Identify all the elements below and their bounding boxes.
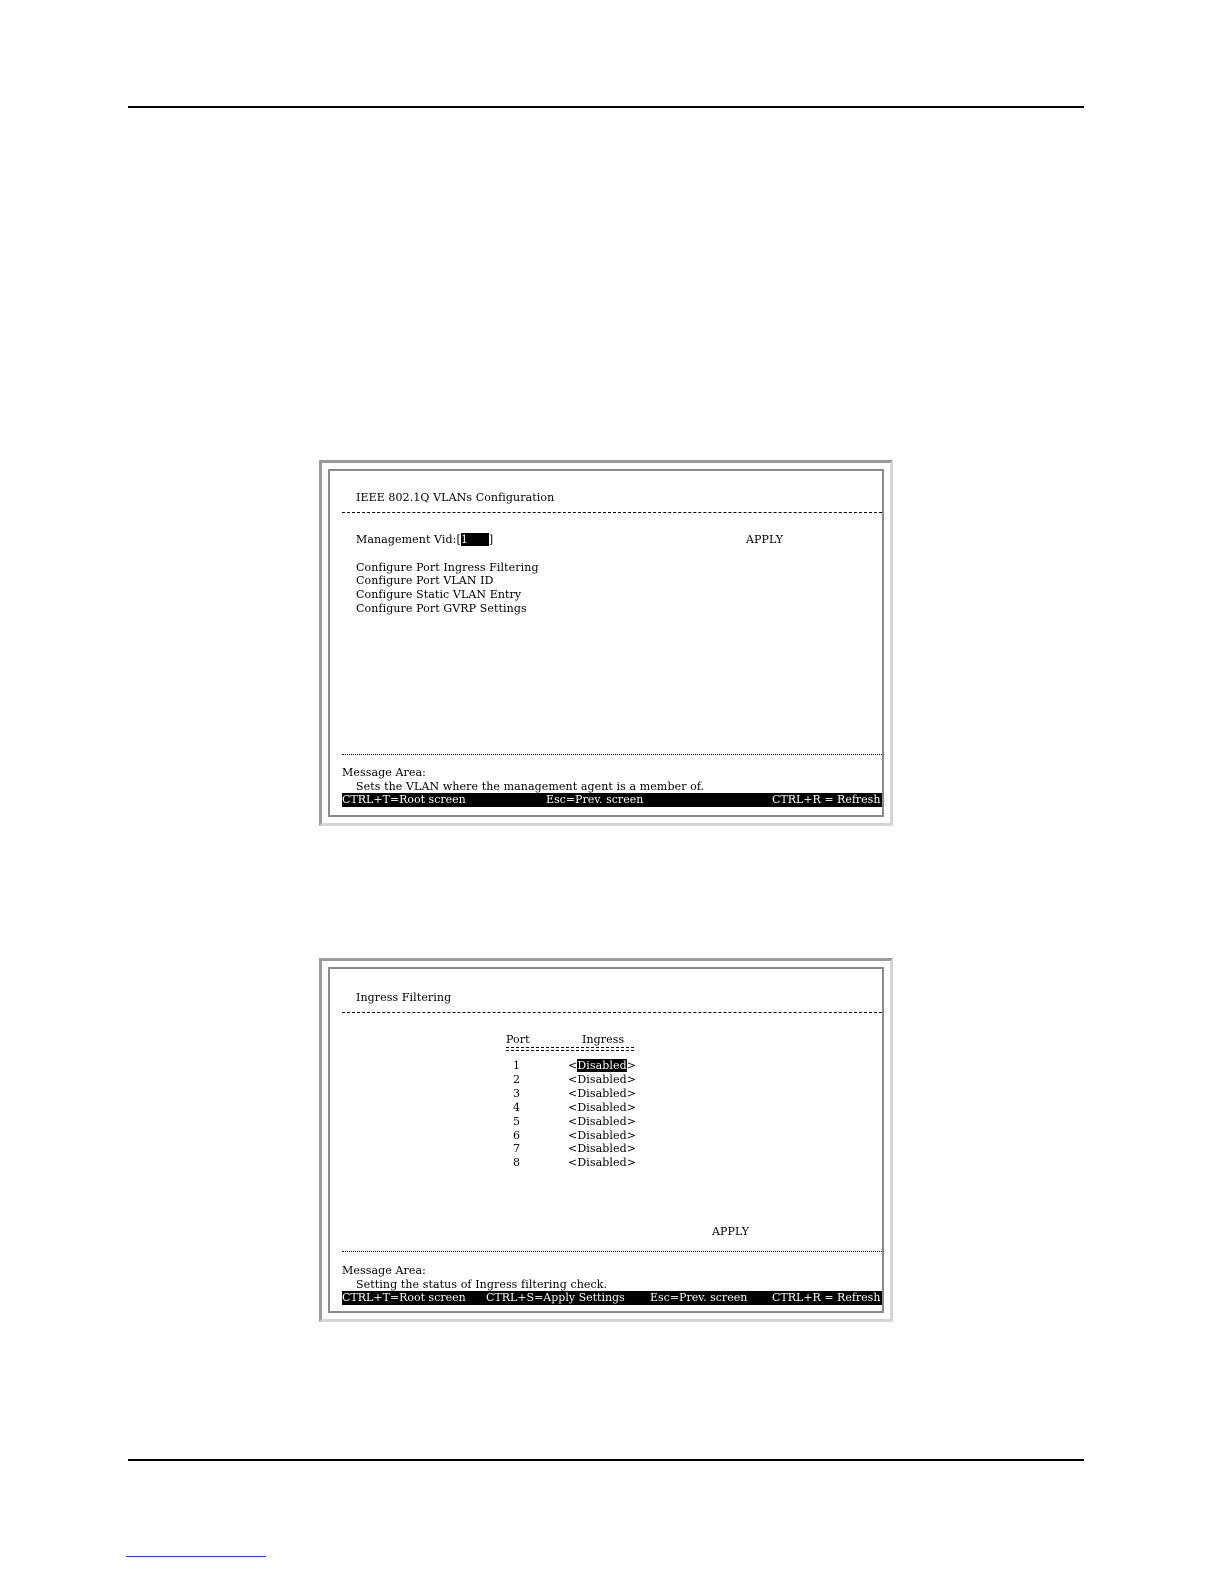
ingress-toggle[interactable]: <Disabled> [568, 1101, 637, 1114]
port-number: 2 [513, 1073, 521, 1086]
management-vid-input[interactable]: 1 [461, 533, 489, 546]
ingress-value: Disabled [577, 1142, 627, 1155]
title-divider [342, 1012, 882, 1013]
status-root-screen: CTRL+T=Root screen [342, 1291, 466, 1304]
menu-item-gvrp-settings[interactable]: Configure Port GVRP Settings [356, 602, 527, 615]
status-refresh: CTRL+R = Refresh [772, 1291, 881, 1304]
ingress-toggle[interactable]: <Disabled> [568, 1115, 637, 1128]
status-prev-screen: Esc=Prev. screen [650, 1291, 748, 1304]
column-header-port: Port [506, 1033, 530, 1046]
ingress-toggle[interactable]: <Disabled> [568, 1087, 637, 1100]
port-number: 7 [513, 1142, 521, 1155]
ingress-value: Disabled [577, 1115, 627, 1128]
message-divider [342, 754, 882, 755]
message-area-label: Message Area: [342, 1264, 426, 1277]
ingress-value: Disabled [577, 1087, 627, 1100]
ingress-toggle[interactable]: <Disabled> [568, 1142, 637, 1155]
message-area-label: Message Area: [342, 766, 426, 779]
terminal-window-ingress-filtering [319, 958, 893, 1322]
terminal-window-vlan-config [319, 460, 893, 826]
ingress-toggle[interactable]: <Disabled> [568, 1129, 637, 1142]
ingress-value: Disabled [577, 1101, 627, 1114]
status-root-screen: CTRL+T=Root screen [342, 793, 466, 806]
message-area-text: Setting the status of Ingress filtering check. [356, 1278, 608, 1291]
ingress-value: Disabled [577, 1059, 627, 1072]
menu-item-port-vlan-id[interactable]: Configure Port VLAN ID [356, 574, 494, 587]
management-vid-row: Management Vid:[1 ] [356, 533, 494, 546]
port-number: 5 [513, 1115, 521, 1128]
management-vid-label: Management Vid: [356, 533, 457, 546]
port-number: 1 [513, 1059, 521, 1072]
column-header-ingress: Ingress [582, 1033, 625, 1046]
apply-button[interactable]: APPLY [712, 1225, 750, 1238]
port-number: 8 [513, 1156, 521, 1169]
terminal-screen [328, 469, 884, 817]
ingress-value: Disabled [577, 1156, 627, 1169]
terminal-screen [328, 967, 884, 1313]
header-underline [506, 1050, 634, 1051]
footer-rule [128, 1459, 1084, 1461]
ingress-value: Disabled [577, 1073, 627, 1086]
status-prev-screen: Esc=Prev. screen [546, 793, 644, 806]
port-number: 6 [513, 1129, 521, 1142]
page-title: Ingress Filtering [356, 991, 452, 1004]
status-apply-settings: CTRL+S=Apply Settings [486, 1291, 625, 1304]
page-title: IEEE 802.1Q VLANs Configuration [356, 491, 555, 504]
title-divider [342, 512, 882, 513]
menu-item-ingress-filtering[interactable]: Configure Port Ingress Filtering [356, 561, 539, 574]
ingress-value: Disabled [577, 1129, 627, 1142]
footer-link-underline [126, 1556, 266, 1557]
port-number: 3 [513, 1087, 521, 1100]
ingress-toggle[interactable]: <Disabled> [568, 1073, 637, 1086]
apply-button[interactable]: APPLY [746, 533, 784, 546]
status-bar [342, 1291, 882, 1305]
message-divider [342, 1251, 882, 1252]
menu-item-static-vlan-entry[interactable]: Configure Static VLAN Entry [356, 588, 522, 601]
header-rule [128, 106, 1084, 108]
ingress-toggle[interactable]: <Disabled> [568, 1156, 637, 1169]
message-area-text: Sets the VLAN where the management agent is a member of. [356, 780, 705, 793]
port-number: 4 [513, 1101, 521, 1114]
header-underline [506, 1047, 634, 1048]
status-bar [342, 793, 882, 807]
ingress-toggle[interactable]: <Disabled> [568, 1059, 637, 1072]
status-refresh: CTRL+R = Refresh [772, 793, 881, 806]
